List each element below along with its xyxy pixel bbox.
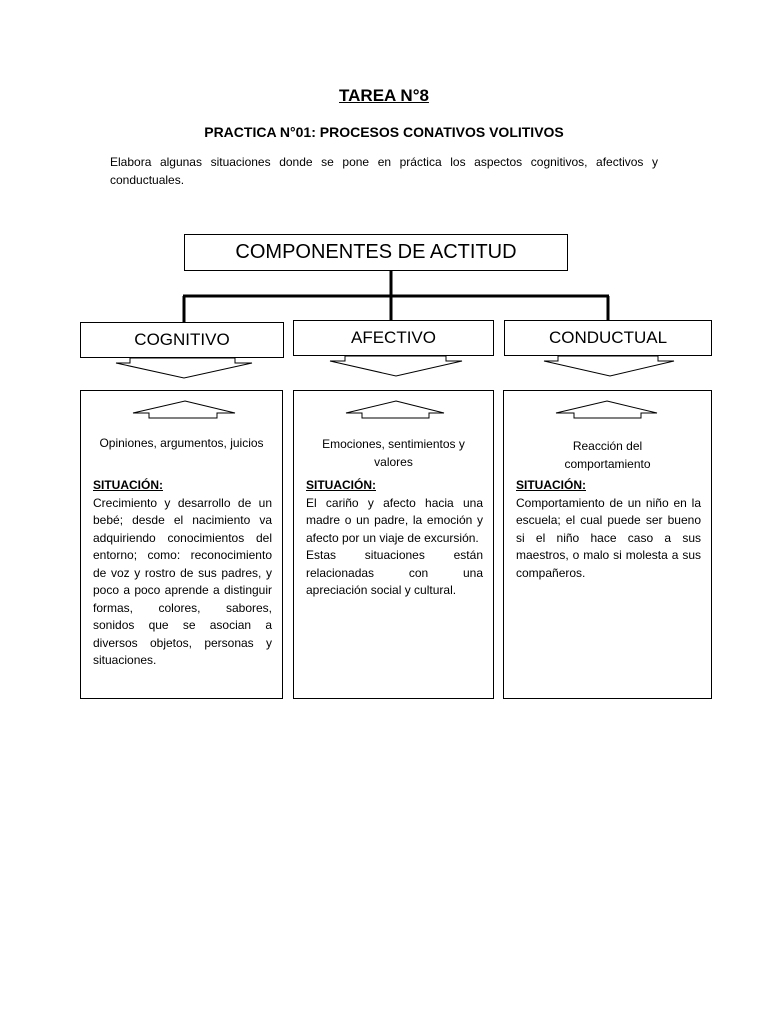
situation-text: Estas situaciones están relacionadas con una apreciación social y cultural.: [306, 548, 483, 597]
document-subtitle: PRACTICA N°01: PROCESOS CONATIVOS VOLITIVOS: [204, 124, 564, 140]
situation-label: SITUACIÓN:: [93, 478, 163, 492]
up-arrow-icon: [504, 391, 713, 431]
panel-cognitivo: [80, 390, 283, 699]
panel-afectivo: [293, 390, 494, 699]
situation-label: SITUACIÓN:: [516, 478, 586, 492]
down-arrow-icon: [544, 356, 674, 376]
panel-conductual: [503, 390, 712, 699]
situation-block: [306, 477, 483, 600]
component-box-cognitivo: COGNITIVO: [80, 322, 284, 358]
up-arrow-icon: [294, 391, 495, 431]
situation-text: El cariño y afecto hacia una madre o un padre, la emoción y afecto por un viaje de excursión.: [306, 495, 483, 545]
down-arrows: [116, 356, 674, 378]
document-title: TAREA N°8: [339, 86, 429, 105]
up-arrow-icon: [81, 391, 284, 431]
component-box-afectivo: AFECTIVO: [293, 320, 494, 356]
component-description: Emociones, sentimientos y valores: [322, 437, 465, 469]
tree-connector-lines: [183, 271, 609, 322]
situation-block: [93, 477, 272, 670]
situation-text: Crecimiento y desarrollo de un bebé; desde el nacimiento va adquiriendo conocimientos del entorno; como: reconocimiento de voz y rostro de sus padres, y poco a poco aprende a distinguir formas, colores, sabores, sonidos que se asocian a diversos objetos, personas y situaciones.: [93, 495, 272, 667]
root-node-box: COMPONENTES DE ACTITUD: [184, 234, 568, 271]
down-arrow-icon: [116, 358, 252, 378]
instructions-text: Elabora algunas situaciones donde se pone en práctica los aspectos cognitivos, afectivos y conductuales.: [110, 155, 658, 187]
component-box-conductual: CONDUCTUAL: [504, 320, 712, 356]
component-description: Opiniones, argumentos, juicios: [99, 436, 264, 450]
situation-label: SITUACIÓN:: [306, 478, 376, 492]
component-description: Reacción del comportamiento: [564, 439, 651, 471]
situation-text: Comportamiento de un niño en la escuela; el cual puede ser bueno si el niño hace caso a sus maestros, o malo si molesta a sus compañeros.: [516, 495, 701, 580]
situation-block: [516, 477, 701, 582]
down-arrow-icon: [330, 356, 462, 376]
